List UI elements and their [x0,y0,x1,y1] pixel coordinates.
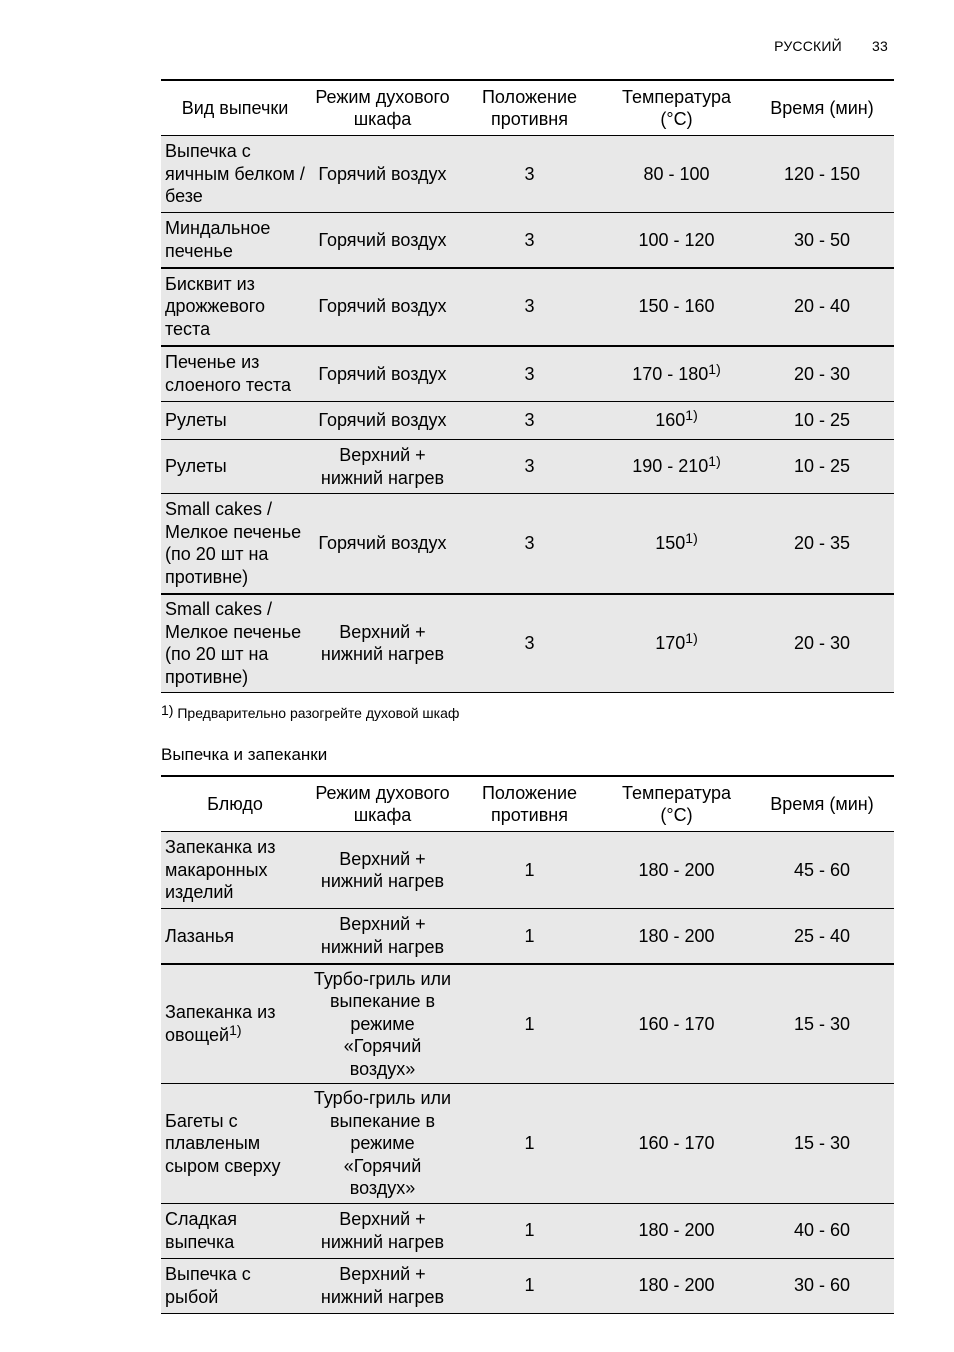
time-cell [750,1203,894,1258]
table-row [161,1203,894,1258]
temperature-cell [603,594,750,693]
oven-mode-cell [309,964,456,1084]
footnote-reference: 1) [708,453,721,470]
table-header-row [161,776,894,832]
dish-name-cell [161,494,309,594]
oven-mode-cell-text: Турбо-гриль или выпекание в режиме «Горячий воздух» [313,968,452,1079]
table-header-row [161,80,894,136]
shelf-position-cell [456,1203,603,1258]
temperature-cell-text: 190 - 210 [632,456,709,477]
oven-mode-cell [309,494,456,594]
oven-mode-cell [309,268,456,346]
time-cell-text: 20 - 30 [793,633,851,653]
oven-mode-cell [309,909,456,964]
temperature-cell [603,268,750,346]
dish-name-cell [161,832,309,909]
dish-name-cell-text: Выпечка с яичным белком / безе [165,141,305,207]
dish-name-cell-text: Рулеты [165,456,227,477]
temperature-cell [603,1203,750,1258]
casserole-table [161,775,894,1314]
temperature-cell-text: 100 - 120 [638,229,715,250]
oven-mode-cell-text: Горячий воздух [318,533,447,553]
temperature-cell-text: 160 - 170 [638,1133,715,1153]
temperature-cell-text: 180 - 200 [638,925,715,946]
time-cell [750,1084,894,1204]
table-row [161,440,894,494]
shelf-position-cell-text: 3 [524,533,535,553]
footnote-marker: 1) [161,702,174,718]
temperature-cell-text: 160 [655,410,686,431]
shelf-position-cell [456,440,603,494]
oven-mode-cell [309,402,456,440]
shelf-position-cell [456,494,603,594]
shelf-position-cell-text: 3 [524,229,535,250]
shelf-position-cell [456,136,603,213]
oven-mode-cell [309,1258,456,1313]
language-label: РУССКИЙ [774,38,842,54]
dish-name-cell-text: Миндальное печенье [165,218,271,261]
column-header-mode: Режим духового шкафа [309,776,456,832]
oven-mode-cell-text: Горячий воздух [318,410,447,431]
column-header-mode: Режим духового шкафа [309,80,456,136]
dish-name-cell [161,909,309,964]
footnote-reference: 1) [685,407,698,424]
oven-mode-cell [309,346,456,402]
oven-mode-cell [309,213,456,268]
table-row [161,346,894,402]
dish-name-cell [161,136,309,213]
dish-name-cell [161,268,309,346]
time-cell-text: 10 - 25 [793,410,851,431]
temperature-cell [603,440,750,494]
time-cell-text: 30 - 60 [793,1275,851,1296]
dish-name-cell-text: Сладкая выпечка [165,1209,238,1252]
dish-name-cell [161,440,309,494]
dish-name-cell [161,1084,309,1204]
dish-name-cell-text: Багеты с плавленым сыром сверху [165,1110,281,1176]
temperature-cell [603,402,750,440]
time-cell [750,213,894,268]
oven-mode-cell-text: Горячий воздух [318,296,447,317]
time-cell-text: 15 - 30 [793,1133,851,1153]
column-header-type: Вид выпечки [161,80,309,136]
oven-mode-cell-text: Верхний + нижний нагрев [320,848,445,891]
oven-mode-cell-text: Верхний + нижний нагрев [320,445,445,488]
time-cell [750,832,894,909]
shelf-position-cell-text: 1 [524,1275,535,1296]
time-cell [750,268,894,346]
oven-mode-cell [309,1084,456,1204]
temperature-cell-text: 180 - 200 [638,1275,715,1296]
time-cell-text: 30 - 50 [793,229,851,250]
table-row [161,402,894,440]
temperature-cell [603,213,750,268]
time-cell-text: 10 - 25 [793,456,851,477]
temperature-cell-text: 150 - 160 [638,296,715,317]
time-cell [750,594,894,693]
oven-mode-cell-text: Турбо-гриль или выпекание в режиме «Горячий воздух» [313,1088,452,1198]
dish-name-cell [161,1258,309,1313]
oven-mode-cell-text: Горячий воздух [318,363,447,384]
temperature-cell-text: 80 - 100 [643,163,710,184]
dish-name-cell-text: Печенье из слоеного теста [165,352,291,395]
dish-name-cell-text: Бисквит из дрожжевого теста [165,273,265,339]
column-header-time: Время (мин) [750,776,894,832]
time-cell [750,494,894,594]
table-row [161,964,894,1084]
oven-mode-cell-text: Верхний + нижний нагрев [320,914,445,957]
table-row [161,494,894,594]
shelf-position-cell [456,213,603,268]
dish-name-cell-text: Small cakes / Мелкое печенье (по 20 шт на противне) [165,499,302,587]
temperature-cell [603,832,750,909]
temperature-cell [603,964,750,1084]
table-row [161,268,894,346]
baking-table [161,79,894,693]
oven-mode-cell [309,594,456,693]
table-row [161,213,894,268]
dish-name-cell-text: Выпечка с рыбой [165,1264,251,1307]
oven-mode-cell [309,136,456,213]
time-cell [750,136,894,213]
dish-name-cell-text: Запеканка из макаронных изделий [165,837,276,903]
time-cell-text: 20 - 35 [793,533,851,553]
dish-name-cell-text: Лазанья [165,925,234,946]
time-cell-text: 45 - 60 [793,859,851,880]
shelf-position-cell-text: 3 [524,456,535,477]
time-cell [750,1258,894,1313]
shelf-position-cell [456,1258,603,1313]
shelf-position-cell [456,964,603,1084]
oven-mode-cell-text: Верхний + нижний нагрев [320,1209,445,1252]
dish-name-cell-text: Small cakes / Мелкое печенье (по 20 шт на противне) [165,599,302,687]
shelf-position-cell [456,909,603,964]
footnote-reference: 1) [708,360,721,377]
shelf-position-cell-text: 1 [524,859,535,880]
page-header [774,38,888,54]
time-cell-text: 120 - 150 [783,163,861,184]
temperature-cell [603,1258,750,1313]
time-cell [750,346,894,402]
footnote-reference: 1) [229,1021,242,1038]
temperature-cell-text: 170 - 180 [632,363,709,384]
shelf-position-cell-text: 3 [524,410,535,431]
footnote-text: Предварительно разогрейте духовой шкаф [177,705,460,721]
page-number: 33 [872,38,888,54]
column-header-time: Время (мин) [750,80,894,136]
time-cell-text: 20 - 40 [793,296,851,317]
column-header-temperature: Температура (°C) [603,80,750,136]
oven-mode-cell [309,1203,456,1258]
oven-mode-cell [309,440,456,494]
temperature-cell-text: 180 - 200 [638,1220,715,1241]
section-title: Выпечка и запеканки [161,745,328,764]
oven-mode-cell-text: Верхний + нижний нагрев [320,621,445,665]
column-header-position: Положение противня [456,776,603,832]
time-cell-text: 40 - 60 [793,1220,851,1241]
dish-name-cell [161,1203,309,1258]
dish-name-cell-text: Запеканка из овощей [165,1002,276,1045]
shelf-position-cell-text: 1 [524,1133,535,1153]
dish-name-cell [161,594,309,693]
oven-mode-cell-text: Верхний + нижний нагрев [320,1264,445,1307]
oven-mode-cell-text: Горячий воздух [318,229,447,250]
table-row [161,1084,894,1204]
time-cell [750,909,894,964]
table-row [161,594,894,693]
temperature-cell [603,346,750,402]
shelf-position-cell-text: 3 [524,163,535,184]
table-row [161,832,894,909]
column-header-temperature: Температура (°C) [603,776,750,832]
time-cell [750,402,894,440]
shelf-position-cell-text: 1 [524,1220,535,1241]
dish-name-cell [161,402,309,440]
oven-mode-cell [309,832,456,909]
temperature-cell [603,136,750,213]
temperature-cell [603,494,750,594]
shelf-position-cell-text: 1 [524,1013,535,1034]
temperature-cell-text: 150 [655,533,686,553]
temperature-cell [603,1084,750,1204]
table-row [161,136,894,213]
time-cell [750,964,894,1084]
table-row [161,1258,894,1313]
shelf-position-cell [456,346,603,402]
footnote-reference: 1) [685,530,698,546]
shelf-position-cell-text: 3 [524,363,535,384]
shelf-position-cell [456,832,603,909]
table-row [161,909,894,964]
dish-name-cell [161,964,309,1084]
dish-name-cell [161,213,309,268]
oven-mode-cell-text: Горячий воздух [318,163,447,184]
shelf-position-cell [456,594,603,693]
temperature-cell [603,909,750,964]
shelf-position-cell [456,402,603,440]
shelf-position-cell [456,268,603,346]
column-header-dish: Блюдо [161,776,309,832]
footnote-reference: 1) [685,630,698,646]
shelf-position-cell [456,1084,603,1204]
time-cell-text: 15 - 30 [793,1013,851,1034]
temperature-cell-text: 160 - 170 [638,1013,715,1034]
time-cell [750,440,894,494]
time-cell-text: 25 - 40 [793,925,851,946]
shelf-position-cell-text: 3 [524,296,535,317]
column-header-position: Положение противня [456,80,603,136]
time-cell-text: 20 - 30 [793,363,851,384]
footnote [161,702,459,721]
dish-name-cell [161,346,309,402]
dish-name-cell-text: Рулеты [165,410,227,431]
shelf-position-cell-text: 3 [524,633,535,653]
shelf-position-cell-text: 1 [524,925,535,946]
temperature-cell-text: 180 - 200 [638,859,715,880]
temperature-cell-text: 170 [655,633,686,653]
